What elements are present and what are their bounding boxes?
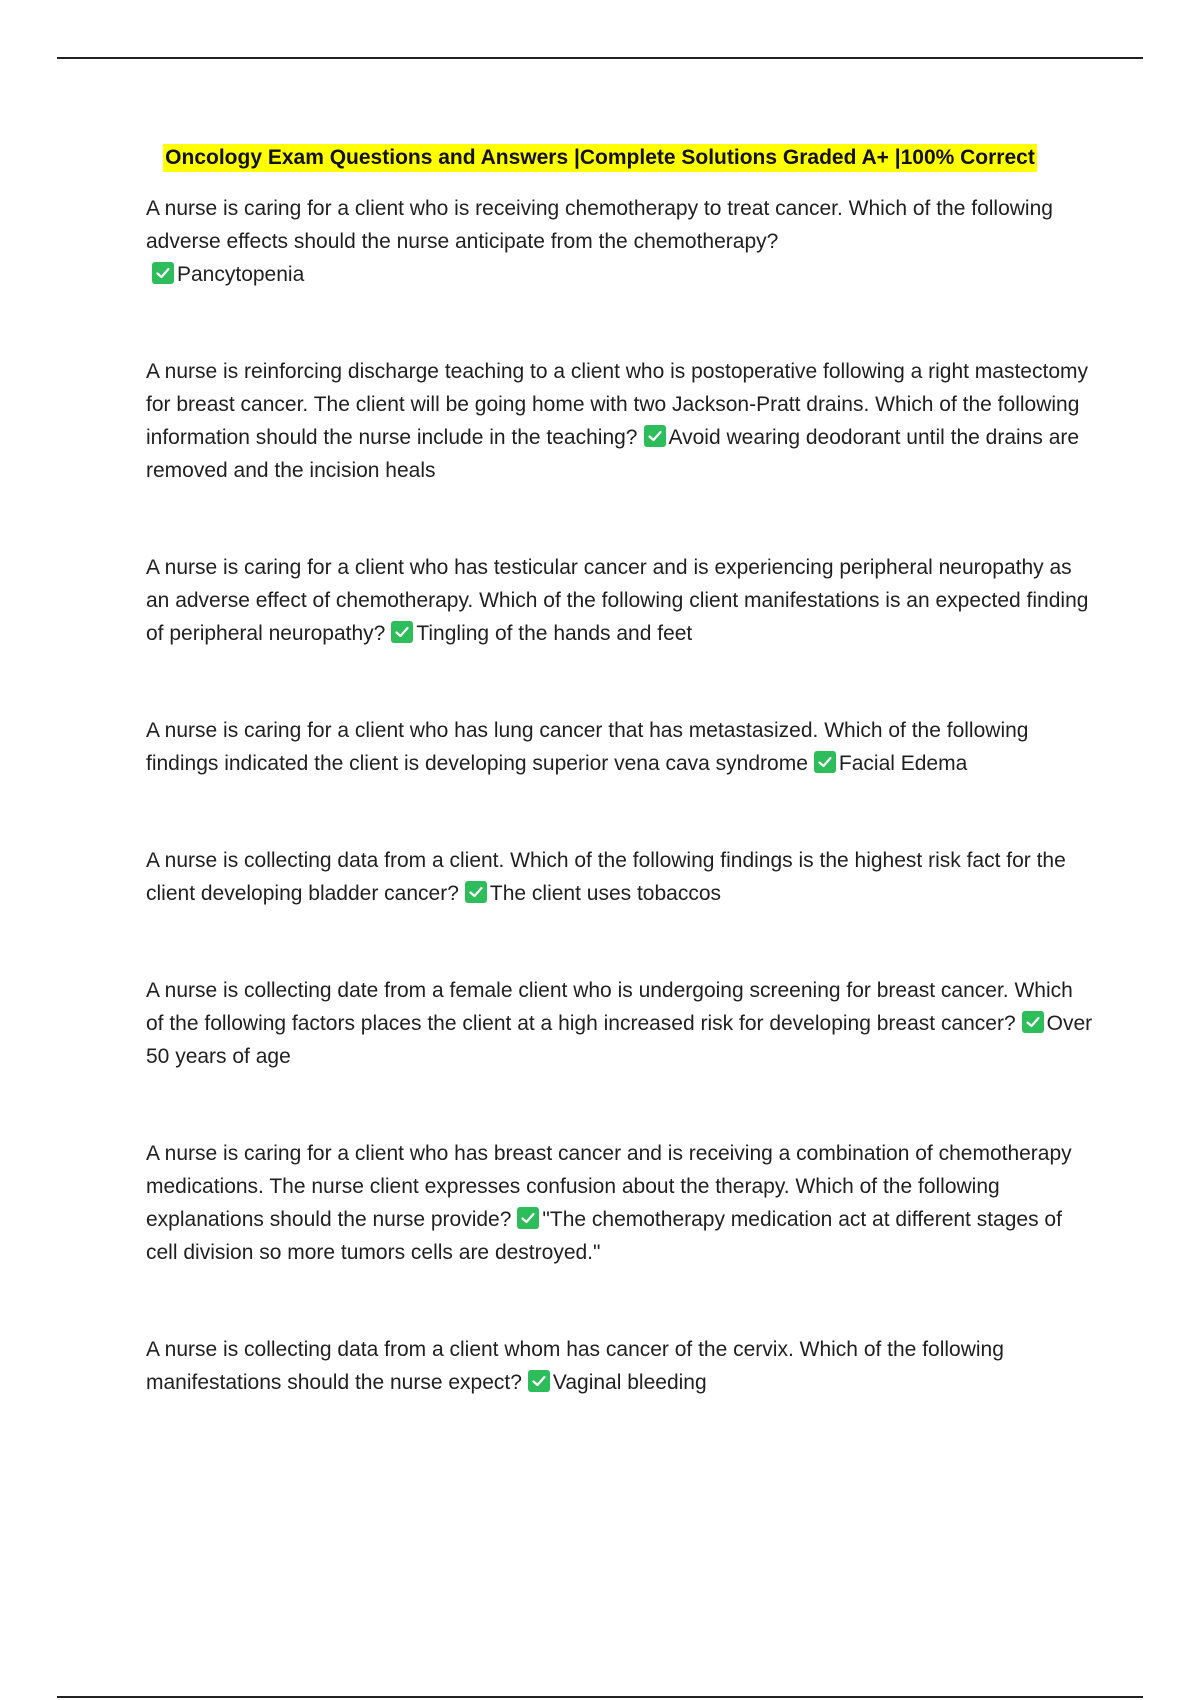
qa-list [146,192,1096,1399]
question-text: A nurse is reinforcing discharge teaching to a client who is postoperative following a right mastectomy for breast cancer. The client will be going home with two Jackson-Pratt drains. Which of the following information should the nurse include in the teaching? [146,360,1088,449]
answer-text: Tingling of the hands and feet [416,622,693,645]
question-text: A nurse is collecting data from a client whom has cancer of the cervix. Which of the following manifestations should the nurse expect? [146,1338,1004,1394]
answer-text: Vaginal bleeding [552,1371,707,1394]
title-container [0,144,1200,172]
answer-text: Over 50 years of age [146,1012,1093,1068]
check-mark-icon [1022,1011,1044,1033]
document-title: Oncology Exam Questions and Answers |Complete Solutions Graded A+ |100% Correct [163,144,1037,172]
check-mark-icon [644,425,666,447]
qa-item [146,1333,1096,1399]
answer-text: "The chemotherapy medication act at different stages of cell division so more tumors cells are destroyed." [146,1208,1062,1264]
question-text: A nurse is caring for a client who has breast cancer and is receiving a combination of chemotherapy medications. The nurse client expresses confusion about the therapy. Which of the following explanations should the nurse provide? [146,1142,1072,1231]
check-mark-icon [517,1207,539,1229]
answer-text: Avoid wearing deodorant until the drains are removed and the incision heals [146,426,1080,482]
question-text: A nurse is caring for a client who has testicular cancer and is experiencing peripheral neuropathy as an adverse effect of chemotherapy. Which of the following client manifestations is an expected finding of peripheral neuropathy? [146,556,1089,645]
question-text: A nurse is collecting data from a client. Which of the following findings is the highest risk fact for the client developing bladder cancer? [146,849,1066,905]
qa-item [146,355,1096,487]
qa-item [146,192,1096,291]
answer-text: The client uses tobaccos [489,882,722,905]
bottom-rule [57,1696,1143,1698]
top-rule [57,57,1143,59]
check-mark-icon [528,1370,550,1392]
qa-item [146,714,1096,780]
check-mark-icon [391,621,413,643]
qa-item [146,551,1096,650]
check-mark-icon [814,751,836,773]
qa-item [146,974,1096,1073]
answer-text: Pancytopenia [177,263,305,286]
check-mark-icon [465,881,487,903]
question-text: A nurse is caring for a client who has lung cancer that has metastasized. Which of the following findings indicated the client is developing superior vena cava syndrome [146,719,1029,775]
answer-text: Facial Edema [838,752,968,775]
qa-item [146,1137,1096,1269]
qa-item [146,844,1096,910]
check-mark-icon [152,262,174,284]
question-text: A nurse is collecting date from a female client who is undergoing screening for breast cancer. Which of the following factors places the client at a high increased risk for developing breast cancer? [146,979,1073,1035]
question-text: A nurse is caring for a client who is receiving chemotherapy to treat cancer. Which of the following adverse effects should the nurse anticipate from the chemotherapy? [146,197,1053,253]
